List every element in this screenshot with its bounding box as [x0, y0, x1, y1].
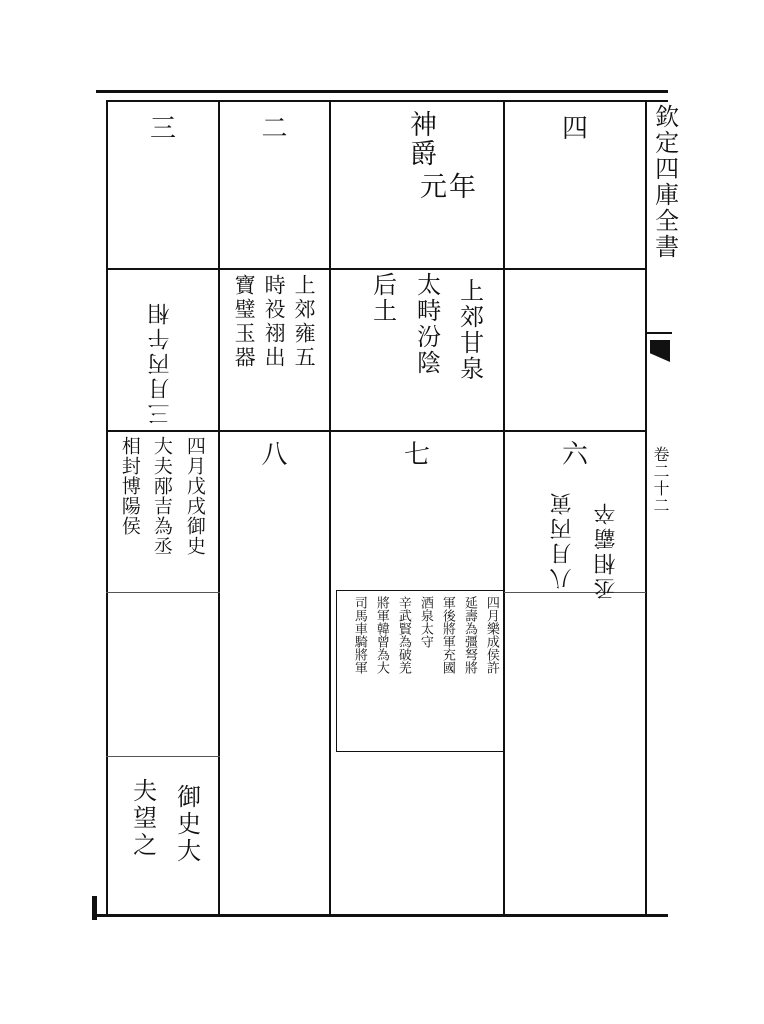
- volume-label: 卷二十二: [651, 446, 670, 514]
- bottom-border: [96, 914, 668, 917]
- row3-col3-number: 七: [403, 440, 430, 470]
- note-line6: 將軍韓曾為大: [373, 596, 389, 674]
- note-line3: 軍後將軍充國: [439, 596, 455, 674]
- note-line5: 辛武賢為破羌: [395, 596, 411, 674]
- row-divider-3-left: [106, 592, 220, 593]
- column-divider-1: [218, 100, 220, 916]
- left-border: [106, 100, 108, 916]
- era-name: 神爵: [405, 110, 437, 168]
- row3-col4-number: 六: [561, 440, 588, 470]
- row2-col3-line2: 太畤汾陰: [412, 272, 441, 376]
- note-line4: 酒泉太守: [417, 596, 433, 648]
- row4-col1-line2: 夫望之: [128, 778, 157, 859]
- era-year: 元年: [420, 172, 478, 203]
- row3-col1-line2: 大夫邴吉為丞: [150, 436, 173, 556]
- binding-mark: [92, 896, 97, 920]
- row3-col2-number: 八: [261, 440, 288, 470]
- header-col4-number: 四: [561, 114, 588, 144]
- row-divider-1: [106, 268, 646, 270]
- top-border-inner: [106, 100, 668, 102]
- note-line1: 四月樂成侯許: [483, 596, 499, 674]
- column-divider-2: [329, 100, 331, 916]
- right-border: [645, 100, 647, 916]
- row-divider-3-right: [503, 592, 646, 593]
- row2-col2-line3: 寶璧玉器: [232, 274, 257, 370]
- row-divider-2: [106, 430, 646, 432]
- book-title: 欽定四庫全書: [650, 104, 679, 260]
- note-line7: 司馬車騎將軍: [351, 596, 367, 674]
- margin-divider: [647, 332, 672, 334]
- row2-col2-line1: 上郊雍五: [292, 274, 317, 370]
- row2-col3-line1: 上郊甘泉: [455, 278, 484, 382]
- column-divider-3: [503, 100, 505, 916]
- note-line2: 延壽為彊弩將: [461, 596, 477, 674]
- row2-col1-entry: 三月丙午相: [148, 300, 173, 425]
- row3-col4-line1: 八月丙寅: [550, 490, 575, 590]
- header-col1-number: 三: [149, 114, 176, 144]
- row3-col1-line3: 相封博陽侯: [118, 436, 141, 536]
- header-col2-number: 二: [261, 114, 288, 144]
- row2-col3-line3: 后土: [368, 272, 397, 324]
- row2-col2-line2: 時祋祤出: [262, 274, 287, 370]
- row3-col4-line2: 丞相霸卒: [594, 500, 619, 600]
- row4-col1-line1: 御史大: [172, 784, 201, 865]
- row3-col1-line1: 四月戊戌御史: [183, 436, 206, 556]
- row-divider-4: [106, 756, 220, 757]
- top-border-outer: [96, 90, 668, 93]
- fishtail-mark: [650, 340, 670, 362]
